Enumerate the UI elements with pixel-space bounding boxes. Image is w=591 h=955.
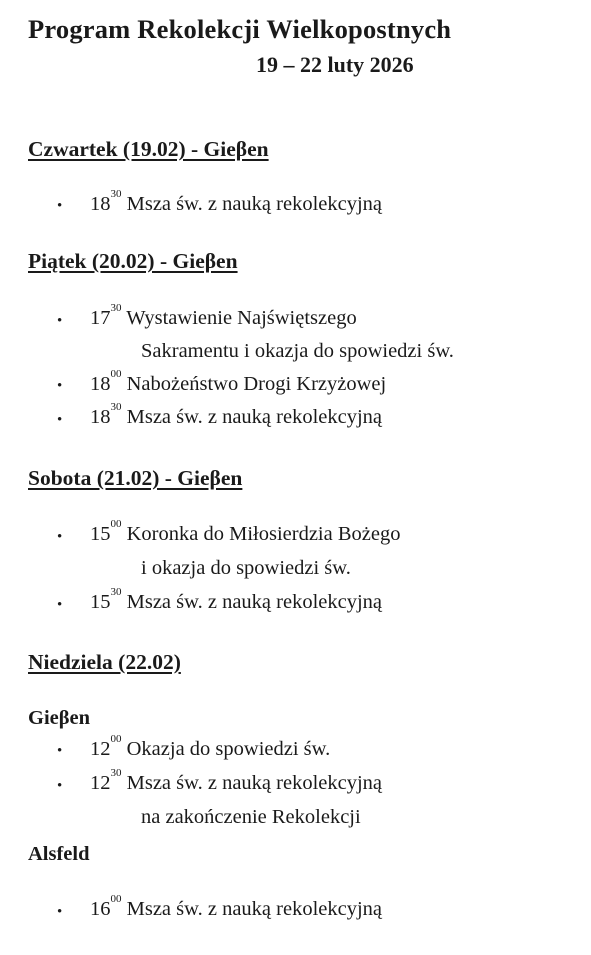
item-text: Nabożeństwo Drogi Krzyżowej [126,373,387,395]
schedule-item [90,368,387,397]
bullet-icon: • [57,529,63,545]
schedule-item [90,767,383,796]
schedule-item [90,518,401,547]
minutes: 00 [110,368,122,380]
item-text: Msza św. z nauką rekolekcyjną [126,898,383,920]
bullet-icon: • [57,778,63,794]
schedule-item [90,586,383,615]
day-heading-sunday: Niedziela (22.02) [28,650,181,674]
minutes: 30 [110,188,122,200]
day-heading-friday: Piątek (20.02) - Gieβen [28,249,238,273]
item-text: Wystawienie Najświętszego [126,307,357,329]
schedule-item [90,302,357,331]
item-text: Msza św. z nauką rekolekcyjną [126,406,383,428]
hour: 15 [90,591,111,613]
bullet-icon: • [57,313,63,329]
schedule-item [90,401,383,430]
hour: 12 [90,738,111,760]
day-heading-thursday: Czwartek (19.02) - Gieβen [28,137,269,161]
item-text: Okazja do spowiedzi św. [126,738,331,760]
hour: 17 [90,307,111,329]
hour: 16 [90,898,111,920]
bullet-icon: • [57,198,63,214]
item-text-continued: na zakończenie Rekolekcji [141,806,361,828]
item-text: Msza św. z nauką rekolekcyjną [126,772,383,794]
bullet-icon: • [57,743,63,759]
bullet-icon: • [57,378,63,394]
minutes: 00 [110,518,122,530]
item-text: Msza św. z nauką rekolekcyjną [126,193,383,215]
minutes: 00 [110,733,122,745]
minutes: 30 [110,302,122,314]
item-text-continued: i okazja do spowiedzi św. [141,557,351,579]
place-heading-alsfeld: Alsfeld [28,843,90,865]
hour: 18 [90,193,111,215]
item-text: Koronka do Miłosierdzia Bożego [126,523,401,545]
hour: 18 [90,406,111,428]
item-text: Msza św. z nauką rekolekcyjną [126,591,383,613]
bullet-icon: • [57,904,63,920]
minutes: 30 [110,586,122,598]
hour: 15 [90,523,111,545]
minutes: 30 [110,401,122,413]
bullet-icon: • [57,597,63,613]
item-text-continued: Sakramentu i okazja do spowiedzi św. [141,340,454,362]
page-title: Program Rekolekcji Wielkopostnych [28,14,452,44]
schedule-item [90,893,383,922]
schedule-item [90,188,383,217]
bullet-icon: • [57,412,63,428]
date-range: 19 – 22 luty 2026 [256,52,414,77]
hour: 12 [90,772,111,794]
schedule-item [90,733,331,762]
hour: 18 [90,373,111,395]
minutes: 00 [110,893,122,905]
minutes: 30 [110,767,122,779]
place-heading-giessen: Gieβen [28,707,91,729]
day-heading-saturday: Sobota (21.02) - Gieβen [28,466,243,490]
